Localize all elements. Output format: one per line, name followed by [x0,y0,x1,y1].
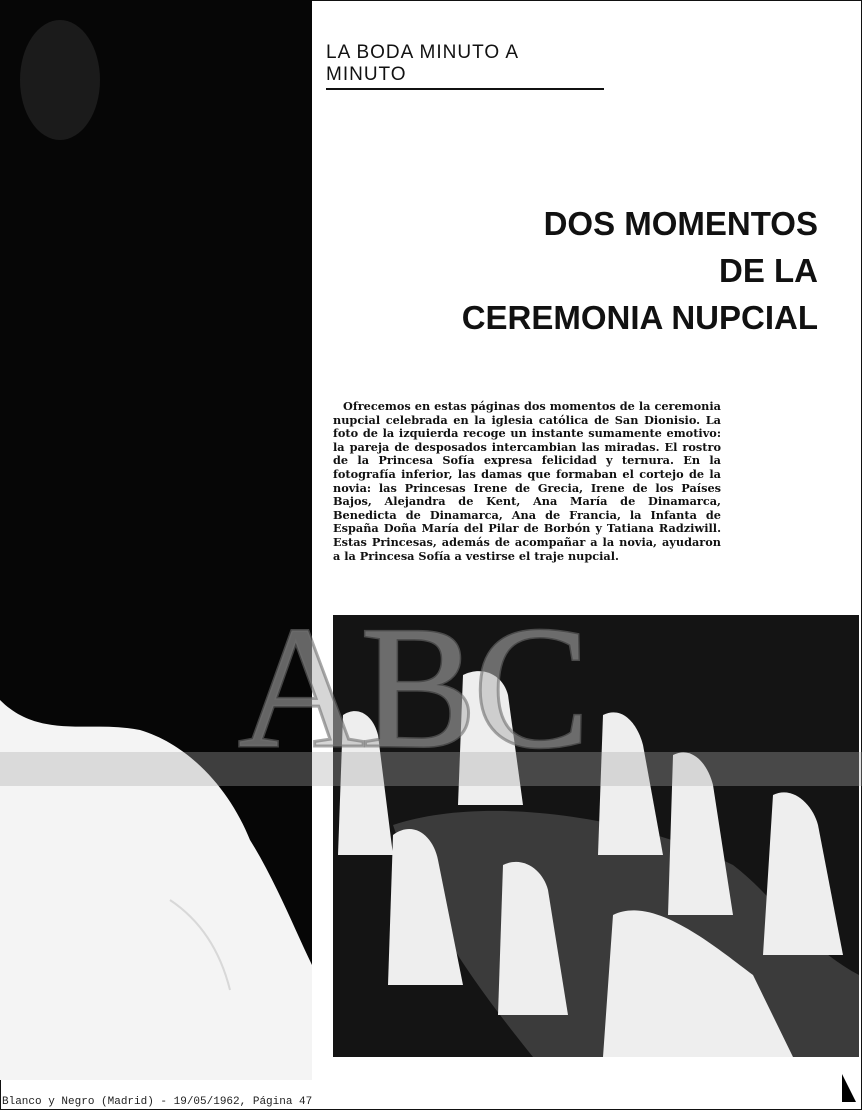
article-title [462,200,818,341]
watermark-band [0,752,862,786]
title-line: CEREMONIA NUPCIAL [461,299,818,336]
title-line: DE LA [719,252,818,289]
page-corner-mark [842,1074,856,1102]
footer-citation: Blanco y Negro (Madrid) - 19/05/1962, Página 47 [2,1096,313,1108]
abc-watermark: ABC [238,590,586,784]
section-kicker: LA BODA MINUTO A MINUTO [326,42,604,90]
title-line: DOS MOMENTOS [543,205,818,242]
article-body: Ofrecemos en estas páginas dos momentos de la ceremonia nupcial celebrada en la iglesia católica de San Dionisio. La foto de la izquierda recoge un instante sumamente emotivo: la pareja de desposados intercambian las miradas. El rostro de la Princesa Sofía expresa felicidad y ternura. En la fotografía inferior, las damas que formaban el cortejo de la novia: las Princesas Irene de Grecia, Irene de los Países Bajos, Alejandra de Kent, Ana María de Dinamarca, Benedicta de Dinamarca, Ana de Francia, la Infanta de España Doña María del Pilar de Borbón y Tatiana Radziwill. Estas Princesas, además de acompañar a la novia, ayudaron a la Princesa Sofía a vestirse el traje nupcial. [333,399,721,563]
left-photo-couple [0,0,312,1080]
